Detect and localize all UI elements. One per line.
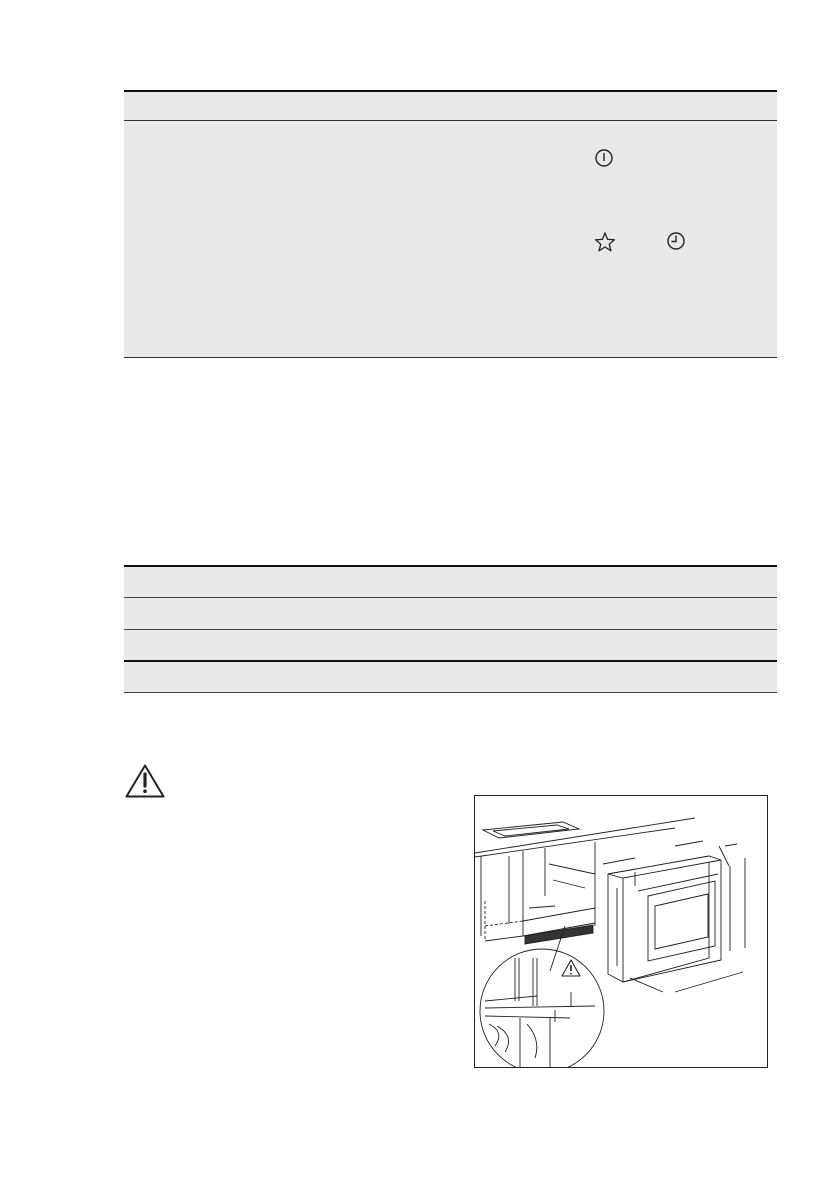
table-1-header xyxy=(124,90,777,121)
table-2-row xyxy=(124,662,777,692)
table-2-row xyxy=(124,567,777,597)
detail-warning-triangle-icon xyxy=(562,960,580,976)
table-2-bottom-rule xyxy=(124,692,777,693)
clock-icon xyxy=(666,231,686,251)
installation-diagram xyxy=(474,795,768,1068)
warning-triangle-icon xyxy=(124,763,166,799)
installation-drawing xyxy=(475,796,768,1068)
table-2-row xyxy=(124,630,777,661)
table-1-body xyxy=(124,121,777,358)
power-icon xyxy=(594,148,614,168)
favourite-star-icon xyxy=(594,231,616,253)
table-2-row xyxy=(124,598,777,629)
